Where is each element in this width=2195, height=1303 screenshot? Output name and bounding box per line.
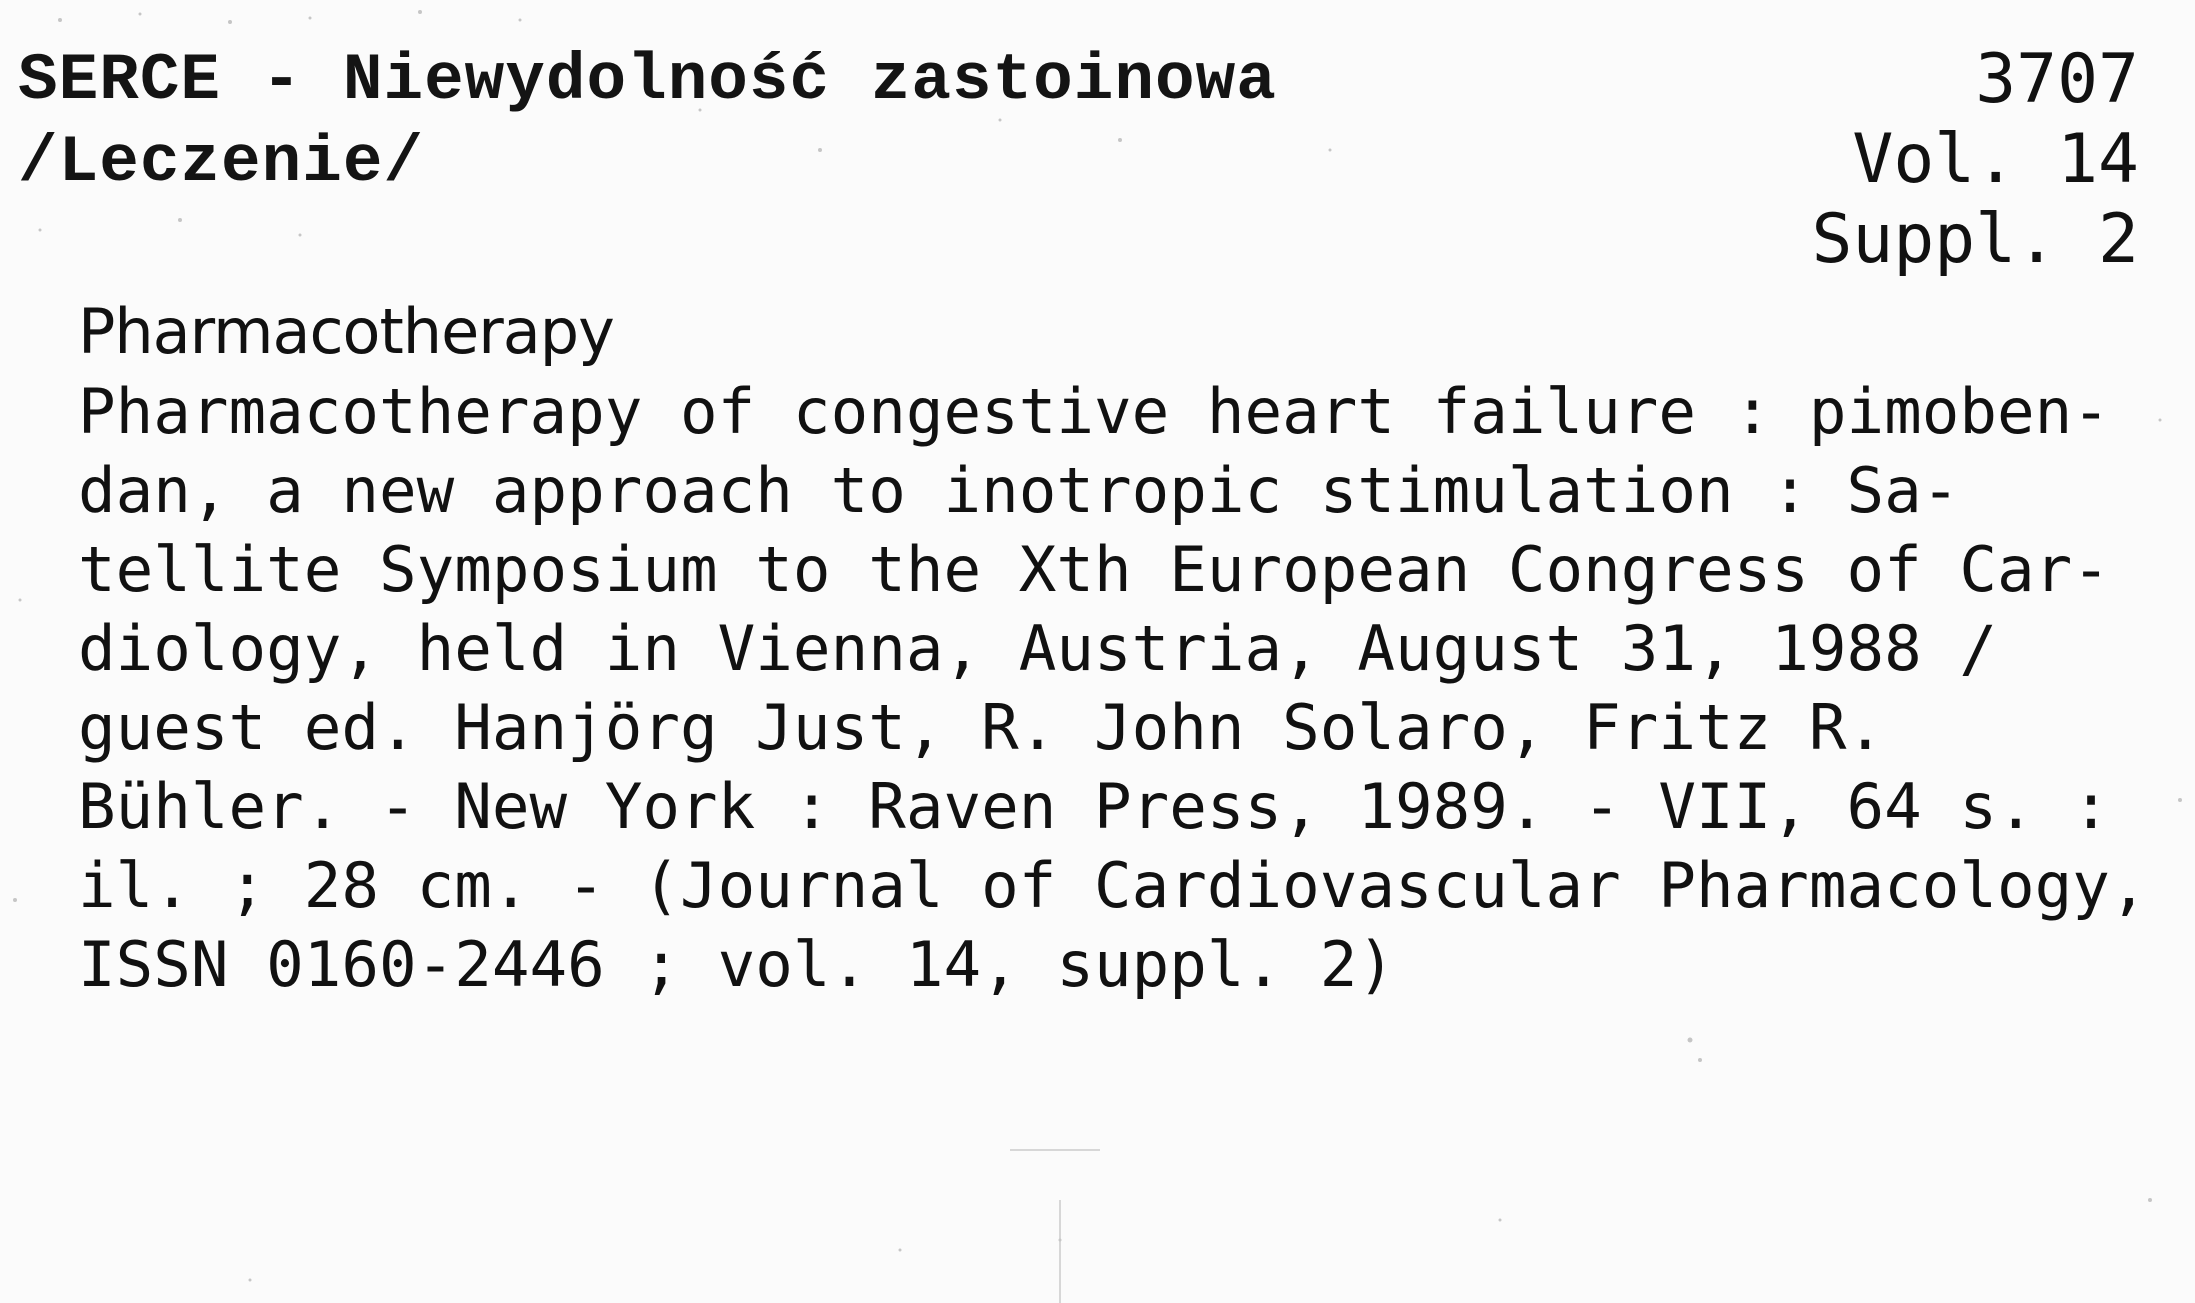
- card-heading: Pharmacotherapy: [78, 295, 614, 368]
- call-number: [1811, 40, 2139, 280]
- subject-heading: [18, 40, 1277, 204]
- call-number-volume: Vol. 14: [1852, 120, 2139, 199]
- description-line: Bühler. - New York : Raven Press, 1989. - VII, 64 s. :: [78, 770, 2110, 843]
- description-line: Pharmacotherapy of congestive heart failure : pimoben-: [78, 375, 2110, 448]
- call-number-supplement: Suppl. 2: [1811, 200, 2139, 279]
- description-line: guest ed. Hanjörg Just, R. John Solaro, Fritz R.: [78, 691, 1885, 764]
- subject-line-2: /Leczenie/: [18, 125, 425, 200]
- call-number-id: 3707: [1975, 40, 2139, 119]
- description-line: il. ; 28 cm. - (Journal of Cardiovascular Pharmacology,: [78, 849, 2148, 922]
- description-line: dan, a new approach to inotropic stimulation : Sa-: [78, 454, 1960, 527]
- description-line: diology, held in Vienna, Austria, August 31, 1988 /: [78, 612, 1998, 685]
- description-line: ISSN 0160-2446 ; vol. 14, suppl. 2): [78, 928, 1395, 1001]
- bibliographic-description: [78, 372, 2188, 1004]
- description-line: tellite Symposium to the Xth European Congress of Car-: [78, 533, 2110, 606]
- subject-line-1: SERCE - Niewydolność zastoinowa: [18, 43, 1277, 118]
